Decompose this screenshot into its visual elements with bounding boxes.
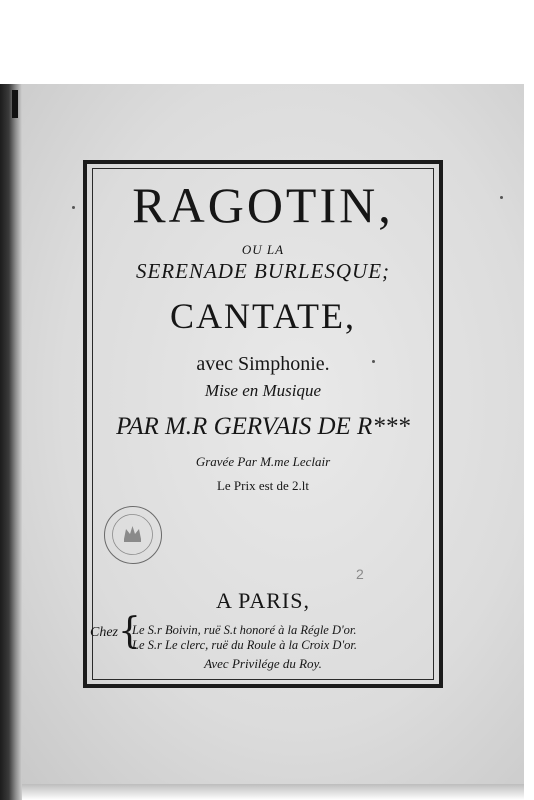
paper-speck [72,206,75,209]
seller-address-2: Le S.r Le clerc, ruë du Roule à la Croix D'or. [132,638,357,652]
work-title: RAGOTIN, [132,177,394,233]
title-connector: OU LA [241,242,285,257]
instrumentation: avec Simphonie. [196,353,330,375]
spine-marker [12,90,18,118]
paper-speck [500,196,503,199]
pencil-folio-number: 2 [356,566,364,582]
seller-address-1: Le S.r Boivin, ruë S.t honoré à la Régle D'or. [132,623,357,637]
paper-speck [372,360,375,363]
imprint-chez: Chez [90,625,118,640]
engraver-line: Gravée Par M.me Leclair [195,454,331,469]
curly-brace: { [118,611,141,652]
library-stamp [104,506,162,564]
price-line: Le Prix est de 2.lt [216,478,310,493]
imprint-city: A PARIS, [215,588,310,613]
royal-privilege: Avec Privilége du Roy. [204,656,322,671]
work-subtitle: SERENADE BURLESQUE; [135,259,391,283]
book-spine [0,84,22,800]
page-edge-shadow [22,784,524,800]
work-genre: CANTATE, [169,296,357,336]
setting-line: Mise en Musique [204,381,322,400]
composer-line: PAR M.R GERVAIS DE R*** [116,413,410,440]
